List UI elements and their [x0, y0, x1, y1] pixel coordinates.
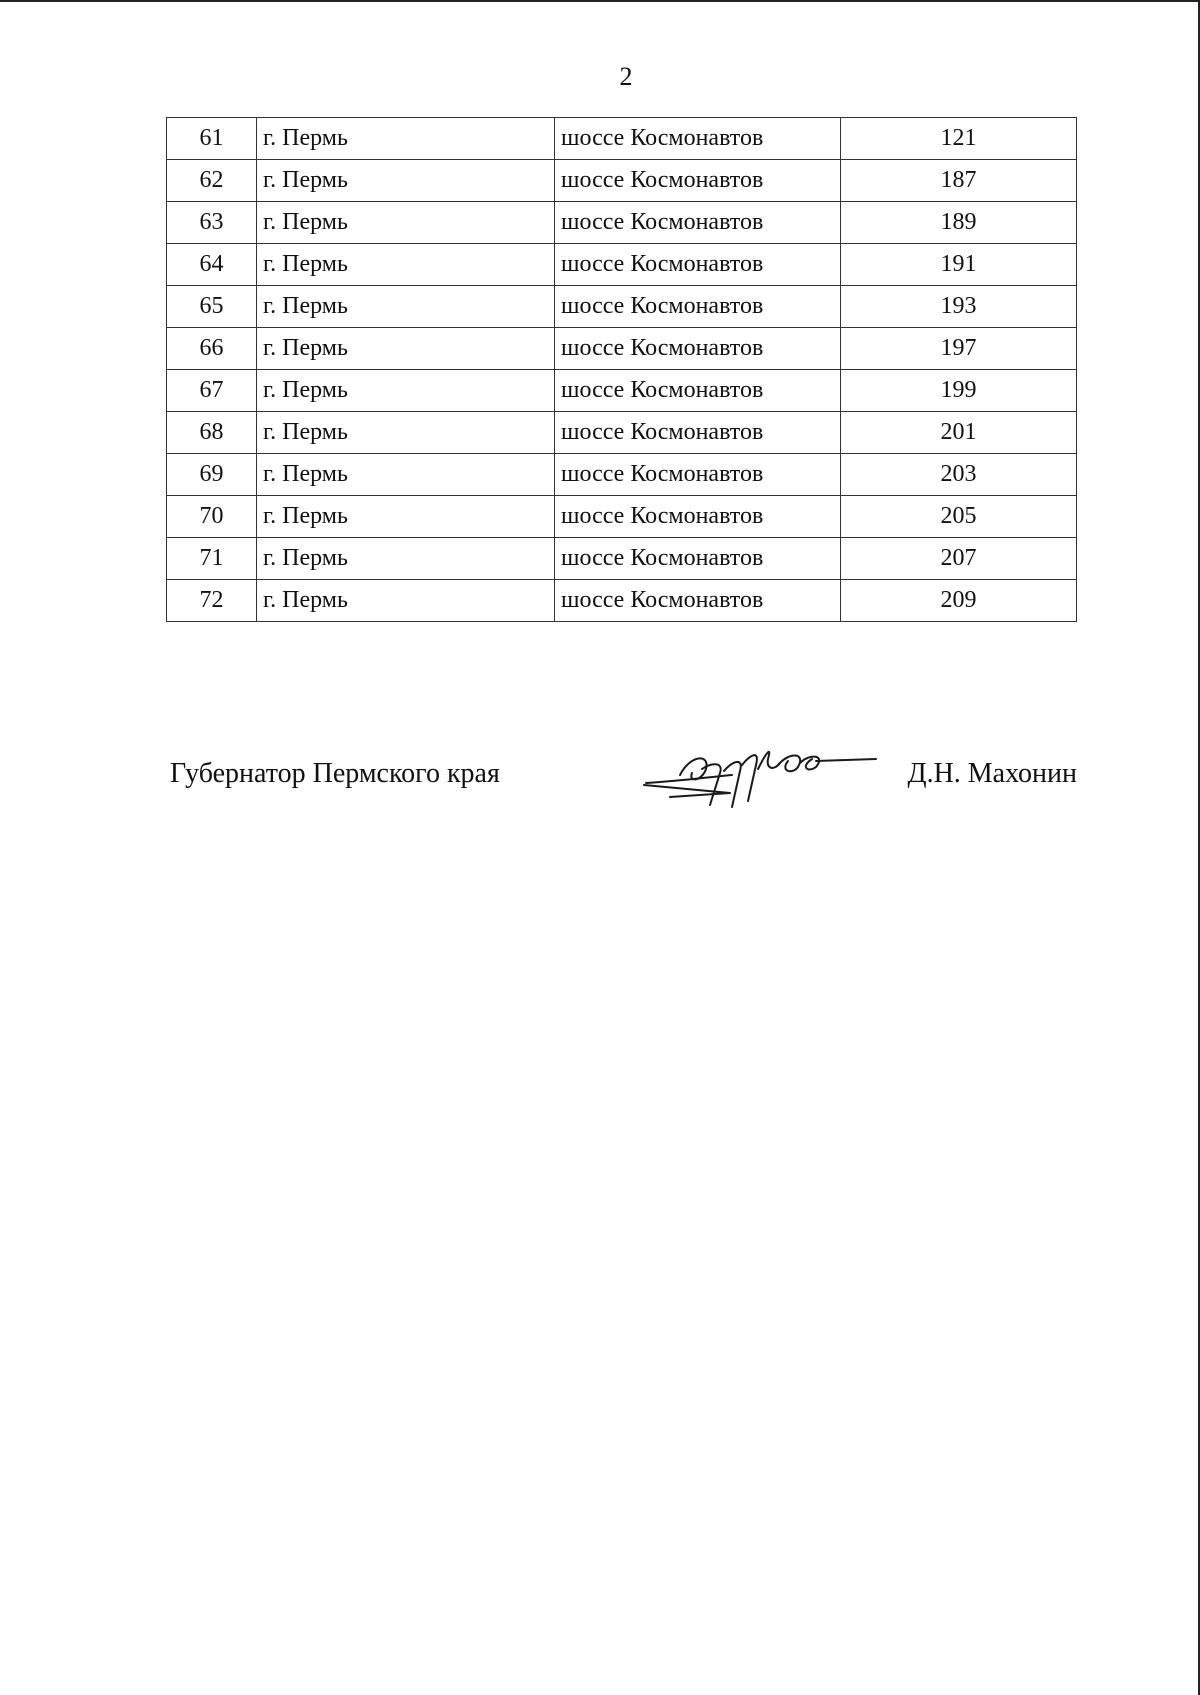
row-number-cell: 61 [167, 118, 257, 160]
house-number-cell: 121 [841, 118, 1077, 160]
table-row [167, 118, 1077, 160]
street-cell: шоссе Космонавтов [555, 412, 841, 454]
house-number-cell: 187 [841, 160, 1077, 202]
city-cell: г. Пермь [257, 328, 555, 370]
street-cell: шоссе Космонавтов [555, 580, 841, 622]
house-number-cell: 191 [841, 244, 1077, 286]
table-row [167, 370, 1077, 412]
city-cell: г. Пермь [257, 244, 555, 286]
city-cell: г. Пермь [257, 412, 555, 454]
row-number-cell: 64 [167, 244, 257, 286]
street-cell: шоссе Космонавтов [555, 328, 841, 370]
street-cell: шоссе Космонавтов [555, 118, 841, 160]
city-cell: г. Пермь [257, 370, 555, 412]
row-number-cell: 68 [167, 412, 257, 454]
street-cell: шоссе Космонавтов [555, 160, 841, 202]
house-number-cell: 209 [841, 580, 1077, 622]
house-number-cell: 193 [841, 286, 1077, 328]
city-cell: г. Пермь [257, 286, 555, 328]
house-number-cell: 199 [841, 370, 1077, 412]
city-cell: г. Пермь [257, 496, 555, 538]
house-number-cell: 189 [841, 202, 1077, 244]
street-cell: шоссе Космонавтов [555, 454, 841, 496]
table-row [167, 328, 1077, 370]
address-table [166, 117, 1077, 622]
street-cell: шоссе Космонавтов [555, 538, 841, 580]
row-number-cell: 70 [167, 496, 257, 538]
row-number-cell: 72 [167, 580, 257, 622]
house-number-cell: 203 [841, 454, 1077, 496]
table-row [167, 160, 1077, 202]
row-number-cell: 69 [167, 454, 257, 496]
handwritten-signature [640, 735, 880, 815]
house-number-cell: 201 [841, 412, 1077, 454]
table-row [167, 538, 1077, 580]
street-cell: шоссе Космонавтов [555, 286, 841, 328]
street-cell: шоссе Космонавтов [555, 496, 841, 538]
page-number: 2 [619, 62, 633, 91]
city-cell: г. Пермь [257, 454, 555, 496]
street-cell: шоссе Космонавтов [555, 370, 841, 412]
city-cell: г. Пермь [257, 160, 555, 202]
house-number-cell: 205 [841, 496, 1077, 538]
city-cell: г. Пермь [257, 538, 555, 580]
street-cell: шоссе Космонавтов [555, 202, 841, 244]
house-number-cell: 197 [841, 328, 1077, 370]
row-number-cell: 67 [167, 370, 257, 412]
table-row [167, 286, 1077, 328]
address-table-body [167, 118, 1077, 622]
row-number-cell: 63 [167, 202, 257, 244]
row-number-cell: 62 [167, 160, 257, 202]
city-cell: г. Пермь [257, 118, 555, 160]
table-row [167, 454, 1077, 496]
house-number-cell: 207 [841, 538, 1077, 580]
row-number-cell: 65 [167, 286, 257, 328]
street-cell: шоссе Космонавтов [555, 244, 841, 286]
signatory-position: Губернатор Пермского края [170, 758, 500, 789]
table-row [167, 244, 1077, 286]
table-row [167, 496, 1077, 538]
city-cell: г. Пермь [257, 202, 555, 244]
table-row [167, 202, 1077, 244]
table-row [167, 412, 1077, 454]
city-cell: г. Пермь [257, 580, 555, 622]
signatory-name: Д.Н. Махонин [907, 758, 1077, 789]
table-row [167, 580, 1077, 622]
row-number-cell: 66 [167, 328, 257, 370]
row-number-cell: 71 [167, 538, 257, 580]
